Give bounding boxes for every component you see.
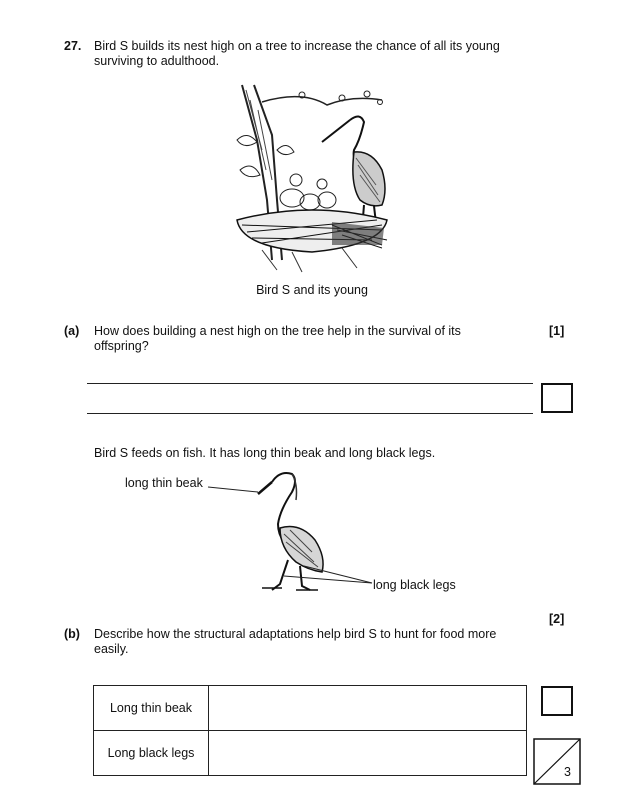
beak-label: long thin beak	[125, 476, 203, 490]
heron-illustration	[200, 462, 380, 597]
table-row	[94, 731, 527, 776]
table-row	[94, 686, 527, 731]
diagonal-split-icon	[533, 738, 581, 785]
figure1-caption: Bird S and its young	[256, 283, 368, 297]
context-text: Bird S feeds on fish. It has long thin beak and long black legs.	[94, 446, 436, 460]
part-a-text-line2: offspring?	[94, 339, 149, 353]
question-intro-line1: Bird S builds its nest high on a tree to increase the chance of all its young	[94, 39, 500, 53]
legs-label: long black legs	[373, 578, 456, 592]
part-a-marks: [1]	[549, 324, 565, 338]
heron-nest-icon	[232, 80, 392, 275]
answer-cell-beak[interactable]	[209, 686, 527, 731]
part-b-marks: [2]	[549, 612, 565, 626]
feature-cell: Long thin beak	[94, 686, 209, 731]
total-marks-value: 3	[564, 765, 571, 779]
answer-cell-legs[interactable]	[209, 731, 527, 776]
heron-nest-illustration	[232, 80, 392, 275]
part-a-answer-line-1[interactable]	[87, 383, 533, 384]
part-b-text-line1: Describe how the structural adaptations help bird S to hunt for food more	[94, 627, 497, 641]
question-intro-line2: surviving to adulthood.	[94, 54, 220, 68]
part-b-text-line2: easily.	[94, 642, 129, 656]
heron-icon	[200, 462, 380, 597]
part-a-text-line1: How does building a nest high on the tree help in the survival of its	[94, 324, 461, 338]
question-number: 27.	[64, 39, 82, 53]
part-a-answer-line-2[interactable]	[87, 413, 533, 414]
part-b-mark-box[interactable]	[541, 686, 573, 716]
feature-cell: Long black legs	[94, 731, 209, 776]
total-marks-box	[533, 738, 581, 785]
part-a-mark-box[interactable]	[541, 383, 573, 413]
part-a-label: (a)	[64, 324, 80, 338]
adaptation-answer-table	[93, 685, 527, 776]
part-b-label: (b)	[64, 627, 80, 641]
